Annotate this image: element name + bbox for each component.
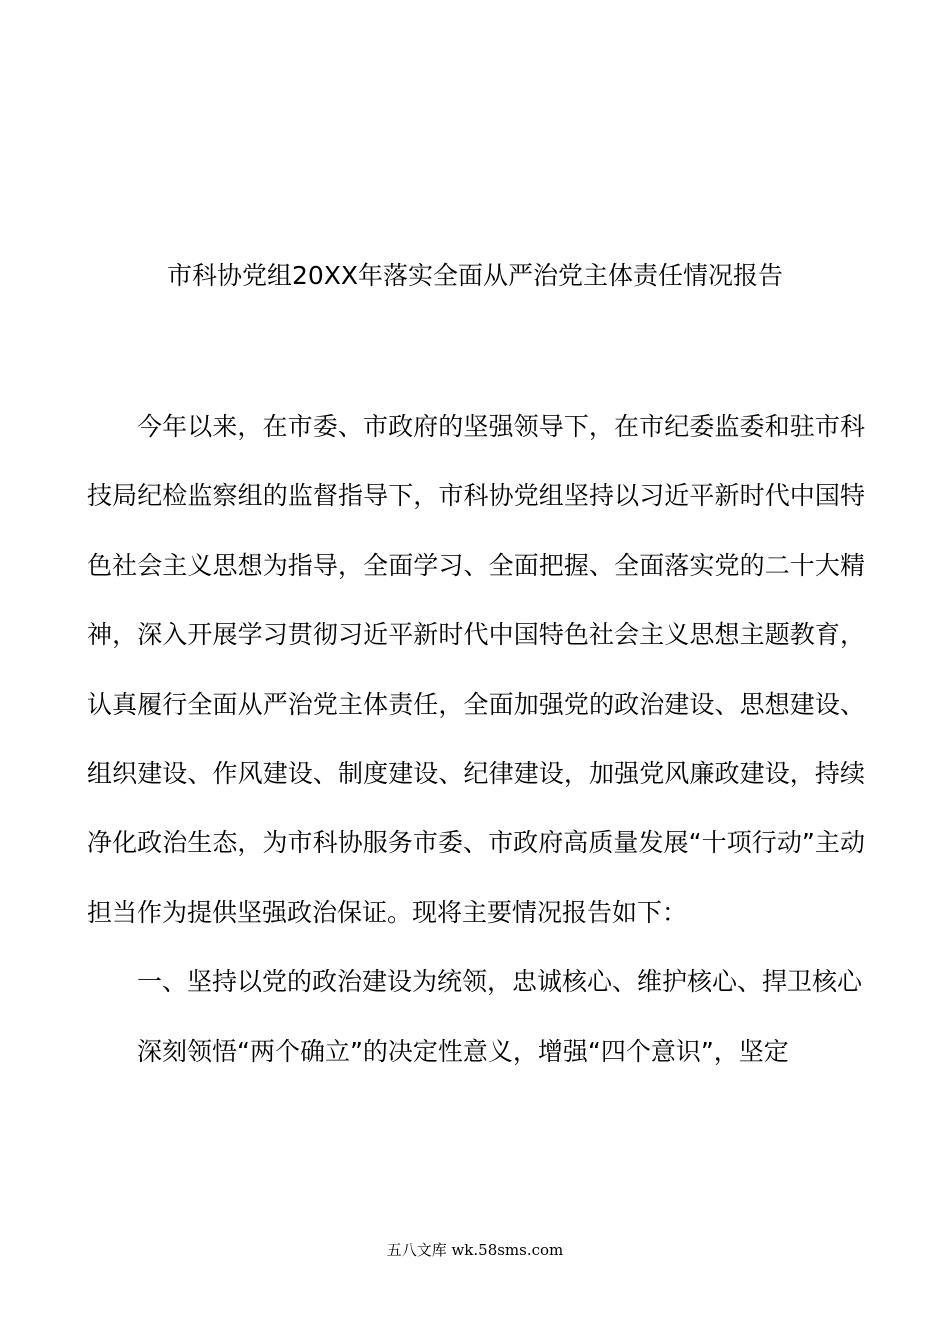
document-body: [87, 392, 865, 1086]
section-one-paragraph: 深刻领悟“两个确立”的决定性意义，增强“四个意识”，坚定: [137, 1036, 789, 1066]
section-heading-one: 一、坚持以党的政治建设为统领，忠诚核心、维护核心、捍卫核心: [137, 967, 863, 997]
footer-watermark: 五八文库 wk.58sms.com: [386, 1241, 564, 1259]
intro-paragraph: 今年以来，在市委、市政府的坚强领导下，在市纪委监委和驻市科技局纪检监察组的监督指导下，市科协党组坚持以习近平新时代中国特色社会主义思想为指导，全面学习、全面把握、全面落实党的二十大精神，深入开展学习贯彻习近平新时代中国特色社会主义思想主题教育，认真履行全面从严治党主体责任，全面加强党的政治建设、思想建设、组织建设、作风建设、制度建设、纪律建设，加强党风廉政建设，持续净化政治生态，为市科协服务市委、市政府高质量发展“十项行动”主动担当作为提供坚强政治保证。现将主要情况报告如下：: [87, 412, 865, 927]
document-title: 市科协党组20XX年落实全面从严治党主体责任情况报告: [166, 261, 784, 290]
